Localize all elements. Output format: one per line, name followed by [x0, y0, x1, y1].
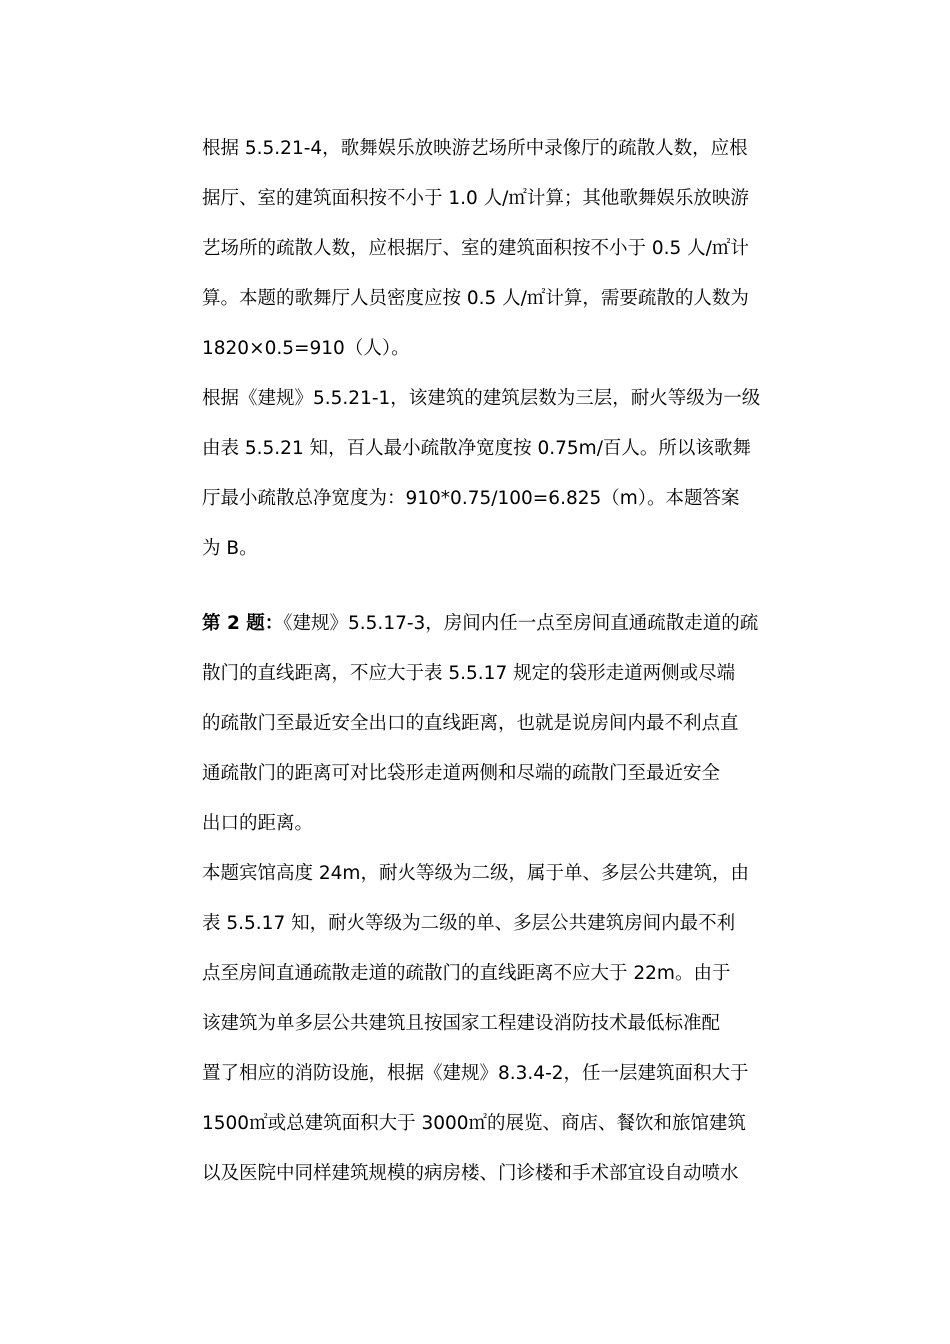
question-heading: 第 2 题： — [202, 613, 284, 634]
paragraph-evacuation-width — [202, 374, 761, 574]
text-line: 艺场所的疏散人数，应根据厅、室的建筑面积按不小于 0.5 人/㎡计 — [202, 238, 749, 259]
text-line: 本题宾馆高度 24m，耐火等级为二级，属于单、多层公共建筑，由 — [202, 863, 749, 884]
text-line: 表 5.5.17 知，耐火等级为二级的单、多层公共建筑房间内最不利 — [202, 913, 736, 934]
text-line: 该建筑为单多层公共建筑且按国家工程建设消防技术最低标准配 — [202, 1013, 721, 1034]
text-line: 散门的直线距离，不应大于表 5.5.17 规定的袋形走道两侧或尽端 — [202, 663, 736, 684]
text-line: 由表 5.5.21 知，百人最小疏散净宽度按 0.75m/百人。所以该歌舞 — [202, 438, 751, 459]
text-line: 1820×0.5=910（人）。 — [202, 338, 410, 359]
paragraph-hotel-analysis — [202, 849, 754, 1199]
paragraph-gap — [202, 574, 754, 599]
text-line: 出口的距离。 — [202, 813, 314, 834]
text-line: 为 B。 — [202, 538, 258, 559]
text-line: 根据 5.5.21-4，歌舞娱乐放映游艺场所中录像厅的疏散人数，应根 — [202, 138, 748, 159]
text-line: 点至房间直通疏散走道的疏散门的直线距离不应大于 22m。由于 — [202, 963, 731, 984]
text-line: 的疏散门至最近安全出口的直线距离，也就是说房间内最不利点直 — [202, 713, 739, 734]
text-line: 通疏散门的距离可对比袋形走道两侧和尽端的疏散门至最近安全 — [202, 763, 721, 784]
document-page — [202, 124, 761, 1199]
text-line — [202, 599, 759, 649]
paragraph-evacuation-count — [202, 124, 754, 374]
text-line: 根据《建规》5.5.21-1，该建筑的建筑层数为三层，耐火等级为一级 — [202, 388, 761, 409]
text-line: 以及医院中同样建筑规模的病房楼、门诊楼和手术部宜设自动喷水 — [202, 1163, 739, 1184]
text-line: 算。本题的歌舞厅人员密度应按 0.5 人/㎡计算，需要疏散的人数为 — [202, 288, 749, 309]
text-span: 《建规》5.5.17-3，房间内任一点至房间直通疏散走道的疏 — [283, 613, 759, 634]
text-line: 1500㎡或总建筑面积大于 3000㎡的展览、商店、餐饮和旅馆建筑 — [202, 1113, 747, 1134]
paragraph-question-2 — [202, 599, 759, 849]
text-line: 置了相应的消防设施，根据《建规》8.3.4-2，任一层建筑面积大于 — [202, 1063, 749, 1084]
text-line: 据厅、室的建筑面积按不小于 1.0 人/㎡计算；其他歌舞娱乐放映游 — [202, 188, 749, 209]
text-line: 厅最小疏散总净宽度为：910*0.75/100=6.825（m）。本题答案 — [202, 488, 740, 509]
